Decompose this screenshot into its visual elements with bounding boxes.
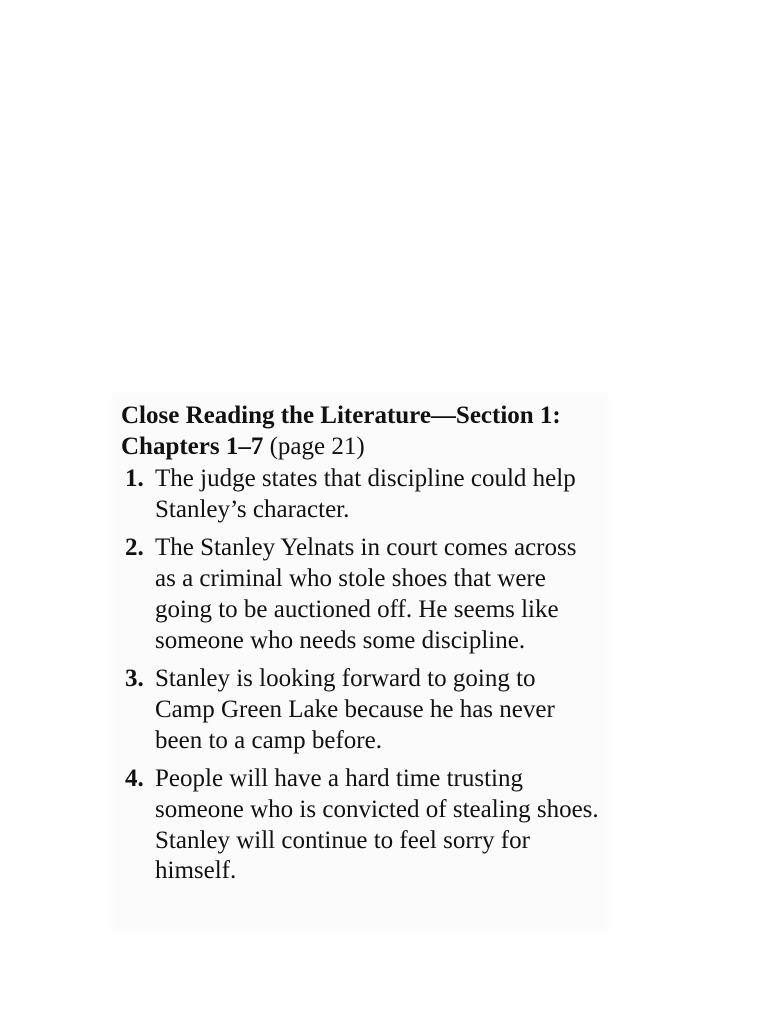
answer-item-2 <box>121 533 601 656</box>
answer-text: The judge states that discipline could help Stanley’s character. <box>155 465 576 523</box>
answer-number: 1. <box>125 465 144 492</box>
answer-number: 2. <box>125 534 144 562</box>
answer-number: 4. <box>125 765 144 793</box>
heading-line-2 <box>121 431 601 462</box>
section-heading <box>121 400 601 462</box>
answer-text: People will have a hard time trusting someone who is convicted of stealing shoes. Stanley will continue to feel sorry for himself. <box>155 765 599 885</box>
heading-chapters: Chapters 1–7 <box>121 433 264 460</box>
answer-item-3 <box>121 664 601 756</box>
heading-page-ref: (page 21) <box>263 433 365 460</box>
answer-list <box>121 464 601 887</box>
answer-item-4 <box>121 764 601 887</box>
answer-item-1 <box>121 464 601 525</box>
answer-number: 3. <box>125 665 144 693</box>
heading-line-1: Close Reading the Literature—Section 1: <box>121 402 561 429</box>
answer-text: The Stanley Yelnats in court comes across as a criminal who stole shoes that were going to be auctioned off. He seems like someone who needs some discipline. <box>155 534 577 654</box>
answer-key-block <box>121 400 601 895</box>
answer-text: Stanley is looking forward to going to Camp Green Lake because he has never been to a camp before. <box>155 665 555 754</box>
